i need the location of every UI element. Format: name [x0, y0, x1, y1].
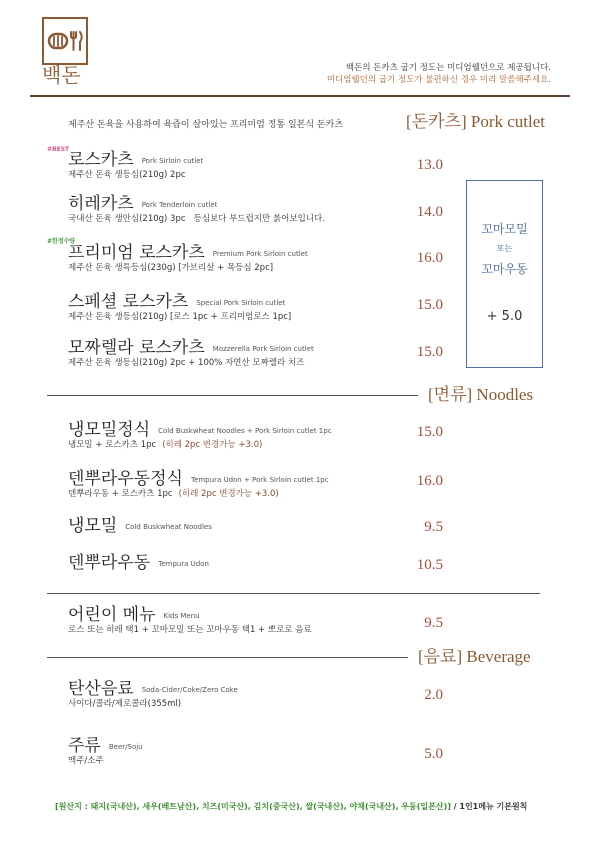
item-description: 제주산 돈육 생등심(210g) 2pc: [68, 170, 186, 180]
item-description: 제주산 돈육 생등심(210g) [로스 1pc + 프리미엄로스 1pc]: [68, 312, 292, 322]
item-description-text: 냉모밀 + 로스카츠 1pc: [68, 440, 157, 450]
side-option-line-1: 꼬마모밀: [481, 222, 528, 236]
item-description: 사이다/콜라/제로콜라(355ml): [68, 699, 182, 709]
menu-item: [68, 292, 448, 322]
menu-item: [68, 553, 448, 583]
item-description: [68, 489, 279, 499]
section-title-cutlet: [돈카츠] Pork cutlet: [406, 112, 545, 131]
item-name: 프리미엄 로스카츠: [68, 243, 205, 263]
item-description: 제주산 돈육 생특등심(230g) [가브리살 + 목등심 2pc]: [68, 263, 274, 273]
item-price: 9.5: [424, 615, 443, 631]
item-price: 15.0: [416, 424, 443, 440]
item-price: 14.0: [416, 204, 443, 220]
item-name: 냉모밀: [68, 516, 118, 536]
menu-item: [47, 238, 448, 273]
item-english-name: Kids Menu: [163, 611, 200, 620]
item-option: (히레 2pc 변경가능 +3.0): [162, 440, 263, 450]
item-english-name: Pork Sirloin cutlet: [141, 156, 204, 165]
item-option: (히레 2pc 변경가능 +3.0): [178, 489, 279, 499]
item-name: 로스카츠: [68, 150, 134, 170]
item-price: 16.0: [416, 473, 443, 489]
item-description: [68, 440, 262, 450]
brand-name: 백돈: [42, 63, 81, 87]
item-price: 9.5: [424, 519, 443, 535]
item-english-name: Tempura Udon: [158, 559, 209, 568]
header-rule: [30, 95, 570, 97]
item-name: 탄산음료: [68, 679, 134, 699]
item-english-name: Pork Tenderloin cutlet: [141, 200, 218, 209]
item-price: 5.0: [424, 746, 443, 762]
item-english-name: Cold Buskwheat Noodles + Pork Sirloin cutlet 1pc: [158, 426, 332, 435]
item-description: 맥주/소주: [68, 756, 104, 766]
one-menu-per-person-rule: / 1인1메뉴 기본원칙: [450, 802, 528, 811]
menu-item: [68, 420, 448, 450]
item-name: 스페셜 로스카츠: [68, 292, 189, 312]
notice-line-2: 미디엄웰던의 굽기 정도가 불편하신 경우 미리 말씀해주세요.: [326, 75, 551, 85]
footer: [55, 801, 527, 812]
origin-info: [원산지 : 돼지(국내산), 새우(베트남산), 치즈(미국산), 김치(중국산), 쌀(국내산), 야채(국내산), 우동(일본산)]: [55, 802, 451, 811]
best-tag: #BEST: [47, 146, 70, 153]
side-option-line-3: 꼬마우동: [481, 262, 528, 276]
item-name: 덴뿌라우동: [68, 553, 151, 573]
item-price: 15.0: [416, 297, 443, 313]
notice: [327, 62, 551, 86]
item-name: 모짜렐라 로스카츠: [68, 338, 205, 358]
item-price: 15.0: [416, 344, 443, 360]
limited-quantity-tag: #한정수량: [47, 238, 76, 245]
item-description: 제주산 돈육 생등심(210g) 2pc + 100% 자연산 모짜렐라 치즈: [68, 358, 305, 368]
item-english-name: Cold Buskwheat Noodles: [125, 522, 212, 531]
item-english-name: Mozzerella Pork Sirloin cutlet: [212, 344, 314, 353]
menu-item: [68, 338, 448, 368]
section-title-noodles: [면류] Noodles: [428, 385, 534, 404]
menu-item: [68, 194, 448, 224]
tonkatsu-fork-knife-icon: [44, 19, 86, 63]
item-english-name: Soda-Cider/Coke/Zero Coke: [141, 685, 238, 694]
item-description: 로스 또는 히레 택1 + 꼬마모밀 또는 꼬마우동 택1 + 뽀로로 음료: [68, 625, 312, 635]
item-price: 2.0: [424, 687, 443, 703]
item-description: 국내산 돈육 생안심(210g) 3pc 등심보다 부드럽지만 붉어보입니다.: [68, 214, 325, 224]
menu-item: [47, 146, 448, 180]
menu-item: [68, 605, 448, 635]
item-english-name: Special Pork Sirloin cutlet: [196, 298, 286, 307]
section-title-beverage: [음료] Beverage: [418, 647, 531, 666]
item-english-name: Tempura Udon + Pork Sirloin cutlet 1pc: [190, 475, 329, 484]
side-option-line-2: 또는: [496, 244, 513, 253]
notice-line-1: 백돈의 돈카츠 굽기 정도는 미디엄웰던으로 제공됩니다.: [345, 63, 551, 73]
item-price: 10.5: [416, 557, 443, 573]
section-divider: [47, 657, 408, 658]
item-english-name: Beer/Soju: [108, 742, 143, 751]
menu-item: [68, 516, 448, 546]
section-divider: [47, 395, 418, 396]
side-option-box: [466, 180, 543, 368]
menu-item: [68, 679, 448, 709]
side-option-price: + 5.0: [486, 309, 523, 324]
item-description-text: 덴뿌라우동 + 로스카츠 1pc: [68, 489, 173, 499]
item-name: 히레카츠: [68, 194, 134, 214]
item-price: 16.0: [416, 250, 443, 266]
item-price: 13.0: [416, 157, 443, 173]
logo-box: [42, 17, 88, 65]
item-english-name: Premium Pork Sirloin cutlet: [212, 249, 308, 258]
item-name: 덴뿌라우동정식: [68, 469, 183, 489]
item-name: 주류: [68, 736, 101, 756]
menu-item: [68, 469, 448, 499]
section-divider: [47, 593, 540, 594]
menu-item: [68, 736, 448, 766]
item-name: 냉모밀정식: [68, 420, 151, 440]
cutlet-intro: 제주산 돈육을 사용하여 육즙이 살아있는 프리미엄 정통 일본식 돈카츠: [68, 120, 344, 130]
item-name: 어린이 메뉴: [68, 605, 156, 625]
